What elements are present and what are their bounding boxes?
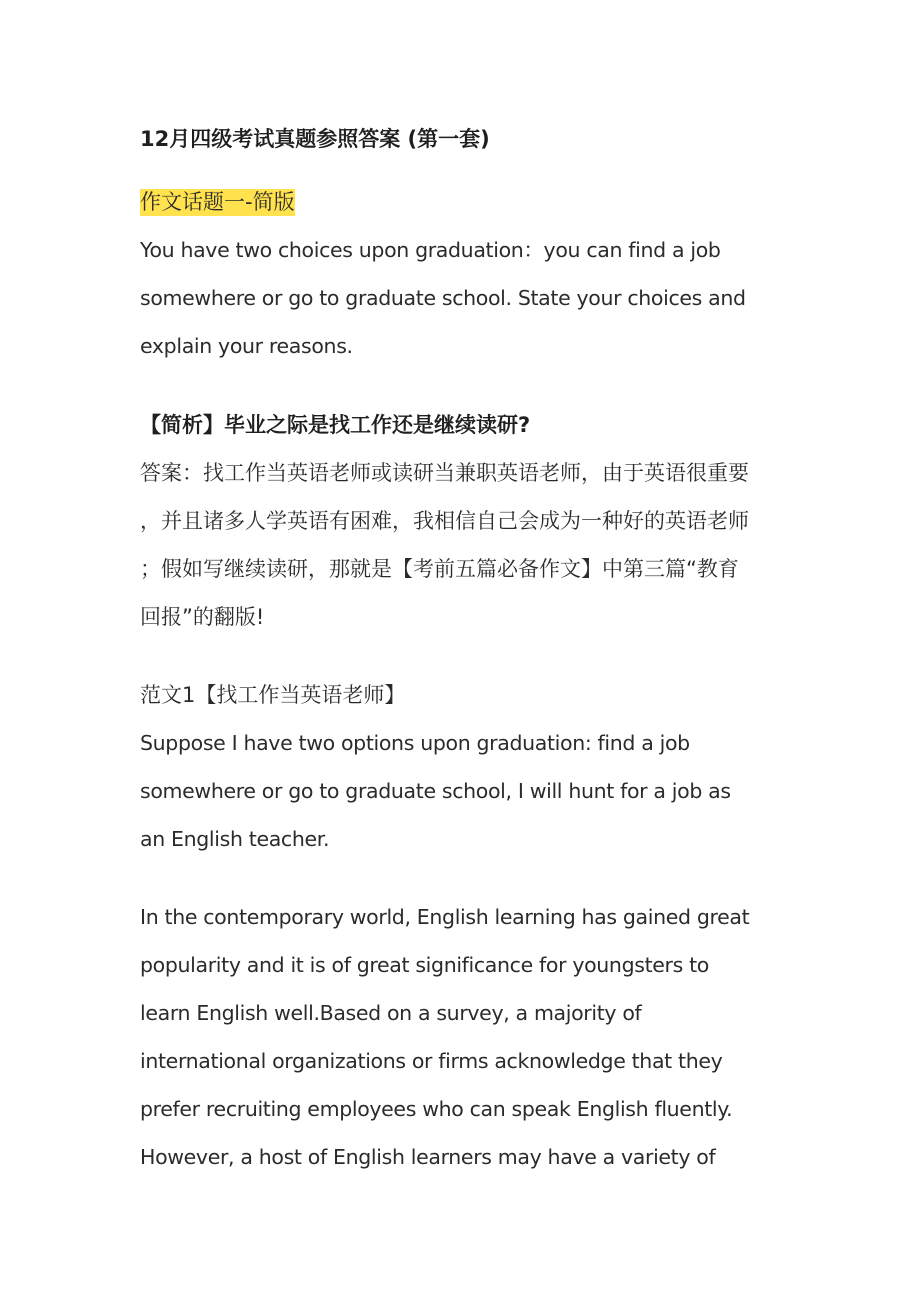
sample-body-line-2: popularity and it is of great significance for youngsters to <box>140 953 709 977</box>
sample-intro-line-3: an English teacher. <box>140 827 330 851</box>
answer-line-1: 答案：找工作当英语老师或读研当兼职英语老师，由于英语很重要 <box>140 461 749 485</box>
sample-intro-line-2: somewhere or go to graduate school, I will hunt for a job as <box>140 779 731 803</box>
highlighted-heading-text: 作文话题一-简版 <box>140 190 295 214</box>
sample-body-line-5: prefer recruiting employees who can speak English fluently. <box>140 1097 733 1121</box>
answer-line-2: ，并且诸多人学英语有困难，我相信自己会成为一种好的英语老师 <box>140 509 749 533</box>
document-title: 12月四级考试真题参照答案 (第一套) <box>140 127 490 151</box>
section-heading <box>140 187 295 217</box>
prompt-line-1: You have two choices upon graduation：you can find a job <box>140 238 721 262</box>
analysis-heading: 【简析】毕业之际是找工作还是继续读研? <box>140 413 531 437</box>
answer-line-3: ；假如写继续读研，那就是【考前五篇必备作文】中第三篇“教育 <box>140 557 739 581</box>
answer-line-4: 回报”的翻版! <box>140 605 265 629</box>
prompt-line-3: explain your reasons. <box>140 334 353 358</box>
sample-heading: 范文1【找工作当英语老师】 <box>140 683 406 707</box>
sample-intro-line-1: Suppose I have two options upon graduation: find a job <box>140 731 690 755</box>
sample-body-line-4: international organizations or firms acknowledge that they <box>140 1049 723 1073</box>
sample-body-line-3: learn English well.Based on a survey, a majority of <box>140 1001 642 1025</box>
sample-body-line-1: In the contemporary world, English learning has gained great <box>140 905 750 929</box>
sample-body-line-6: However, a host of English learners may have a variety of <box>140 1145 716 1169</box>
prompt-line-2: somewhere or go to graduate school. State your choices and <box>140 286 746 310</box>
